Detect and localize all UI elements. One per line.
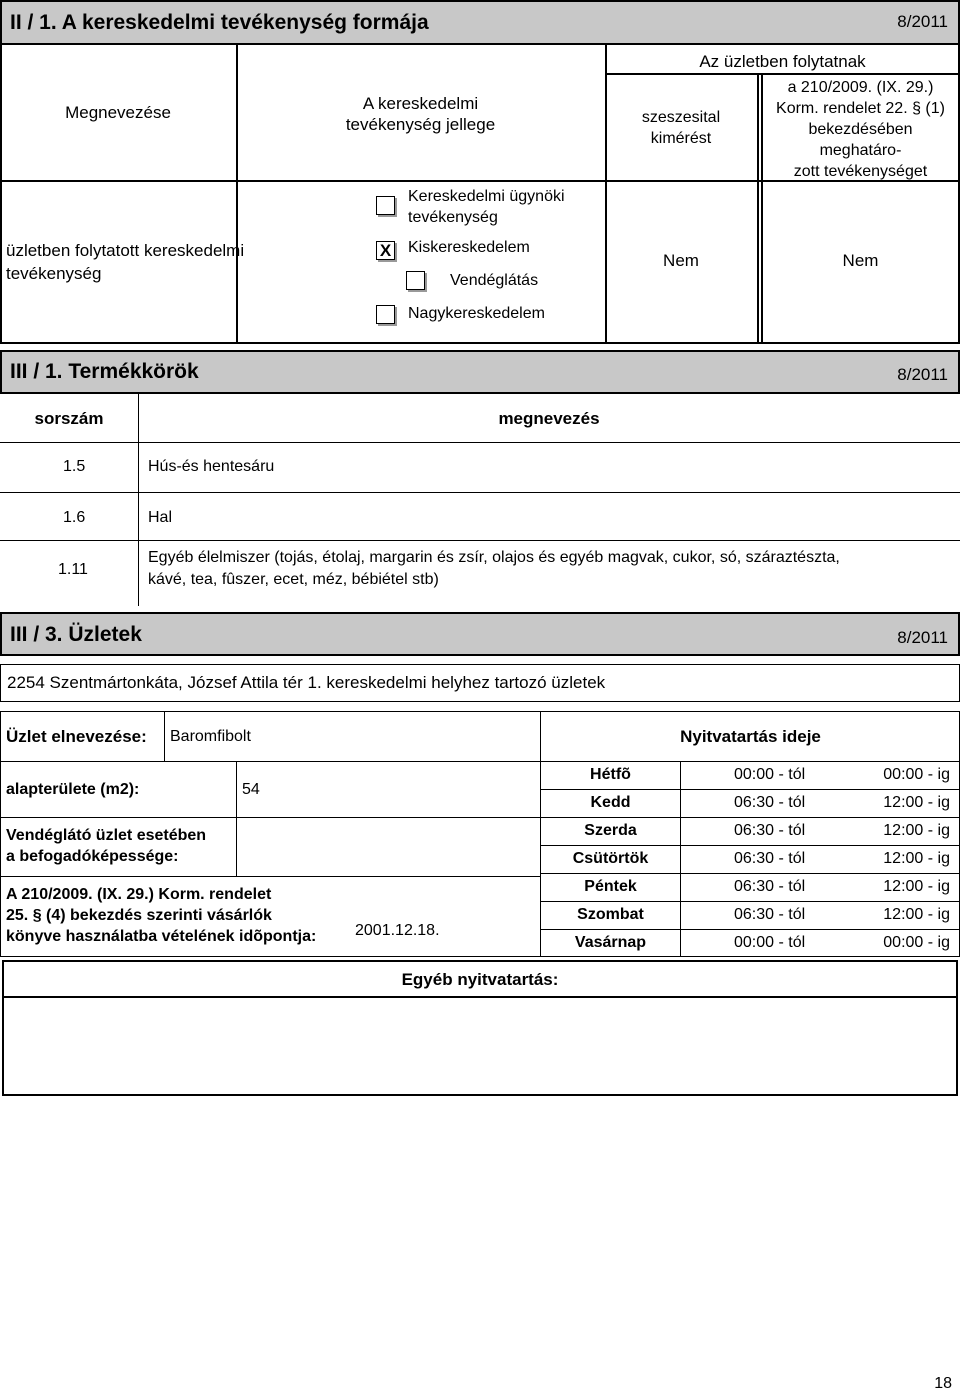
section-code: 8/2011 <box>897 12 948 31</box>
hours-day: Vasárnap <box>574 934 647 951</box>
hours-to: 00:00 - ig <box>883 934 950 951</box>
hours-day: Szombat <box>577 906 644 923</box>
col-header-regulation: a 210/2009. (IX. 29.) Korm. rendelet 22. § (1) bekezdésében meghatáro- zott tevékenységet <box>776 79 945 180</box>
option-label-agent: Kereskedelmi ügynöki tevékenység <box>408 188 565 226</box>
hours-from: 00:00 - tól <box>734 766 806 783</box>
capacity-label: Vendéglátó üzlet esetében a befogadóképessége: <box>6 827 207 865</box>
regulation-value: Nem <box>842 251 879 270</box>
alcohol-value: Nem <box>663 251 699 270</box>
hours-day: Péntek <box>584 878 637 895</box>
row-label-shop-activity: üzletben folytatott kereskedelmi tevékenység <box>6 241 245 283</box>
product-name: Hús-és hentesáru <box>148 458 275 475</box>
product-num: 1.11 <box>58 561 88 578</box>
hours-to: 12:00 - ig <box>883 850 950 867</box>
hours-from: 00:00 - tól <box>734 934 806 951</box>
col-header-name: Megnevezése <box>65 103 171 122</box>
shop-name-label: Üzlet elnevezése: <box>6 727 147 746</box>
option-label-retail: Kiskereskedelem <box>408 239 530 256</box>
section-code: 8/2011 <box>897 628 948 647</box>
area-label: alapterülete (m2): <box>6 781 140 798</box>
section-header-shops <box>0 612 960 656</box>
col-header-nature: A kereskedelmi tevékenység jellege <box>345 94 496 134</box>
complaint-book-label: A 210/2009. (IX. 29.) Korm. rendelet 25. § (4) bekezdés szerinti vásárlók könyve használatba vételének idõpontja: <box>6 886 317 945</box>
section-title: III / 3. Üzletek <box>10 623 142 646</box>
hours-to: 12:00 - ig <box>883 794 950 811</box>
hours-to: 12:00 - ig <box>883 878 950 895</box>
hours-to: 12:00 - ig <box>883 906 950 923</box>
hours-day: Kedd <box>590 794 631 811</box>
section-header-product-groups <box>0 350 960 394</box>
hours-to: 12:00 - ig <box>883 822 950 839</box>
col-header-serial: sorszám <box>34 409 104 428</box>
col-header-in-shop: Az üzletben folytatnak <box>699 52 866 71</box>
hours-to: 00:00 - ig <box>883 766 950 783</box>
complaint-book-date: 2001.12.18. <box>355 922 440 939</box>
section-title: II / 1. A kereskedelmi tevékenység formája <box>10 11 429 34</box>
other-hours-label: Egyéb nyitvatartás: <box>401 970 559 989</box>
col-header-product-name: megnevezés <box>498 409 600 428</box>
section-header-activity-form <box>0 0 960 45</box>
address-text: 2254 Szentmártonkáta, József Attila tér 1. kereskedelmi helyhez tartozó üzletek <box>7 673 606 692</box>
checkbox-retail[interactable]: X <box>376 241 395 260</box>
checkbox-catering[interactable] <box>406 271 425 290</box>
area-value: 54 <box>242 781 260 798</box>
option-label-catering: Vendéglátás <box>450 272 539 289</box>
hours-from: 06:30 - tól <box>734 878 806 895</box>
hours-from: 06:30 - tól <box>734 822 806 839</box>
checkbox-agent-activity[interactable] <box>376 196 395 215</box>
product-name: Egyéb élelmiszer (tojás, étolaj, margarin és zsír, olajos és egyéb magvak, cukor, só, száraztészta, kávé, tea, fûszer, ecet, méz, bébiétel stb) <box>148 549 840 588</box>
product-name: Hal <box>148 509 173 526</box>
product-num: 1.5 <box>63 458 86 475</box>
hours-from: 06:30 - tól <box>734 850 806 867</box>
section-code: 8/2011 <box>897 365 948 384</box>
hours-day: Csütörtök <box>572 850 649 867</box>
option-label-wholesale: Nagykereskedelem <box>408 305 545 322</box>
address-box <box>0 664 960 702</box>
opening-hours-title: Nyitvatartás ideje <box>680 727 821 746</box>
section-title: III / 1. Termékkörök <box>10 360 199 383</box>
hours-day: Szerda <box>584 822 637 839</box>
product-num: 1.6 <box>63 509 86 526</box>
shop-name-value: Baromfibolt <box>170 728 251 745</box>
checkbox-wholesale[interactable] <box>376 305 395 324</box>
page-number: 18 <box>934 1375 952 1392</box>
hours-day: Hétfõ <box>590 766 631 783</box>
hours-from: 06:30 - tól <box>734 906 806 923</box>
col-header-alcohol: szeszesital kimérést <box>641 109 721 147</box>
hours-from: 06:30 - tól <box>734 794 806 811</box>
